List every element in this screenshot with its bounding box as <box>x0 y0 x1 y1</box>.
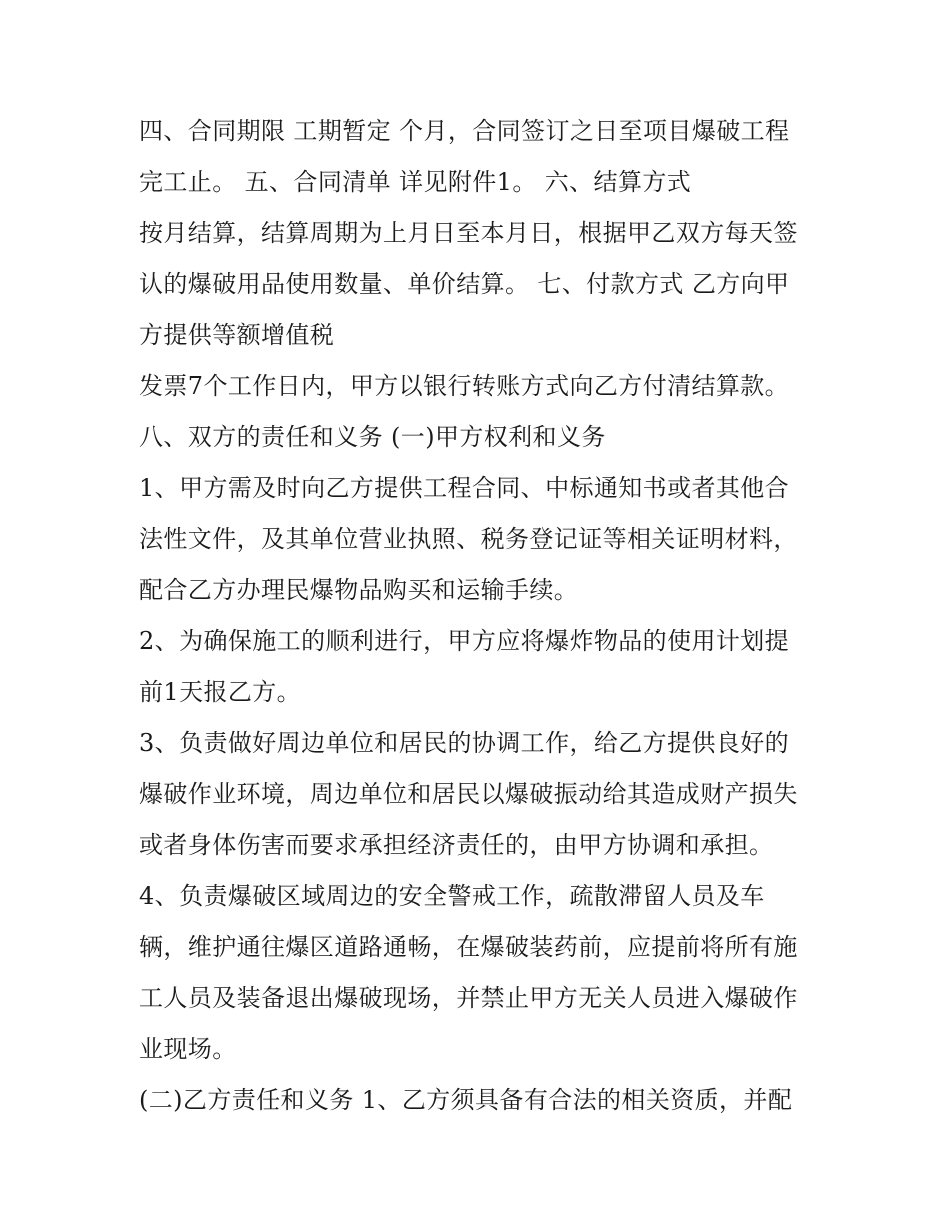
text-line: 辆，维护通往爆区道路通畅，在爆破装药前，应提前将所有施 <box>139 933 798 961</box>
text-line: 八、双方的责任和义务 (一)甲方权利和义务 <box>139 423 606 451</box>
text-line: 按月结算，结算周期为上月日至本月日，根据甲乙双方每天签 <box>139 219 798 247</box>
text-line: 4、负责爆破区域周边的安全警戒工作，疏散滞留人员及车 <box>139 882 765 910</box>
text-line: 发票7个工作日内，甲方以银行转账方式向乙方付清结算款。 <box>139 372 790 400</box>
text-line: 配合乙方办理民爆物品购买和运输手续。 <box>139 576 579 604</box>
text-line: 2、为确保施工的顺利进行，甲方应将爆炸物品的使用计划提 <box>139 627 790 655</box>
text-line: (二)乙方责任和义务 1、乙方须具备有合法的相关资质，并配 <box>139 1086 793 1114</box>
text-line: 方提供等额增值税 <box>139 321 335 349</box>
text-line: 爆破作业环境，周边单位和居民以爆破振动给其造成财产损失 <box>139 780 798 808</box>
text-line: 前1天报乙方。 <box>139 678 302 706</box>
text-line: 业现场。 <box>139 1035 237 1063</box>
text-line: 1、甲方需及时向乙方提供工程合同、中标通知书或者其他合 <box>139 474 790 502</box>
text-line: 完工止。 五、合同清单 详见附件1。 六、结算方式 <box>139 168 692 196</box>
text-line: 或者身体伤害而要求承担经济责任的，由甲方协调和承担。 <box>139 831 774 859</box>
contract-text <box>139 106 829 1126</box>
text-line: 四、合同期限 工期暂定 个月，合同签订之日至项目爆破工程 <box>139 117 790 145</box>
text-line: 3、负责做好周边单位和居民的协调工作，给乙方提供良好的 <box>139 729 790 757</box>
text-line: 工人员及装备退出爆破现场，并禁止甲方无关人员进入爆破作 <box>139 984 798 1012</box>
text-line: 法性文件，及其单位营业执照、税务登记证等相关证明材料， <box>139 525 798 553</box>
text-line: 认的爆破用品使用数量、单价结算。 七、付款方式 乙方向甲 <box>139 270 790 298</box>
